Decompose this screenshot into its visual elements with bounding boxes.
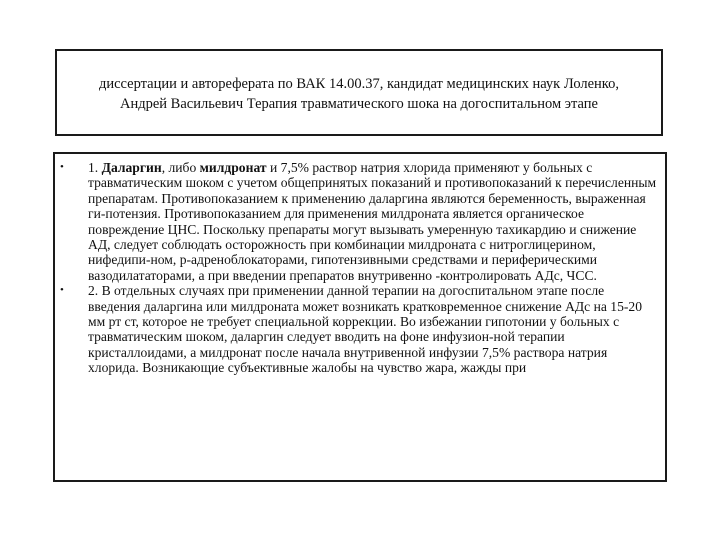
bullet-marker: • [60, 161, 64, 173]
title-line-1: диссертации и автореферата по ВАК 14.00.37, кандидат медицинских наук Лоленко, [98, 75, 619, 92]
item-1-prefix: 1. [88, 160, 102, 175]
bullet-item-1 [55, 160, 665, 283]
bullet-item-2 [55, 283, 665, 375]
drug-mildronate: милдронат [199, 160, 267, 175]
item-1-connector: , либо [161, 160, 200, 175]
title-box [55, 49, 663, 136]
slide-title [89, 74, 629, 114]
item-1-body: и 7,5% раствор натрия хлорида применяют у больных с травматическим шоком с учетом общепринятых показаний и противопоказаний к перечисленным препаратам. Противопоказанием к применению даларгина являются беременность, выраженная ги-потензия. Противопоказанием для применения милдроната является органическое повреждение ЦНС. Поскольку препараты могут вызывать умеренную тахикардию и снижение АД, следует соблюдать осторожность при комбинации милдроната с нитроглицерином, нифедипи-ном, р-адреноблокаторами, гипотензивными средствами и периферическими вазодилататорами, а при введении препаратов внутривенно -контролировать АДс, ЧСС. [88, 160, 657, 283]
bullet-marker: • [60, 284, 64, 297]
drug-dalargin: Даларгин [101, 160, 162, 175]
item-2-body: 2. В отдельных случаях при применении данной терапии на догоспитальном этапе после введения даларгина или милдроната может возникать кратковременное снижение АДс на 15-20 мм рт ст, которое не требует специальной коррекции. Во избежании гипотонии у больных с травматическим шоком, даларгин следует вводить на фоне инфузион-ной терапии кристаллоидами, а милдронат после начала внутривенной инфузии 7,5% раствора натрия хлорида. Возникающие субъективные жалобы на чувство жара, жажды при [88, 283, 643, 376]
title-line-2: Андрей Васильевич Терапия травматического шока на догоспитальном этапе [120, 95, 598, 112]
content-box [53, 152, 667, 482]
bullet-list [55, 160, 665, 376]
